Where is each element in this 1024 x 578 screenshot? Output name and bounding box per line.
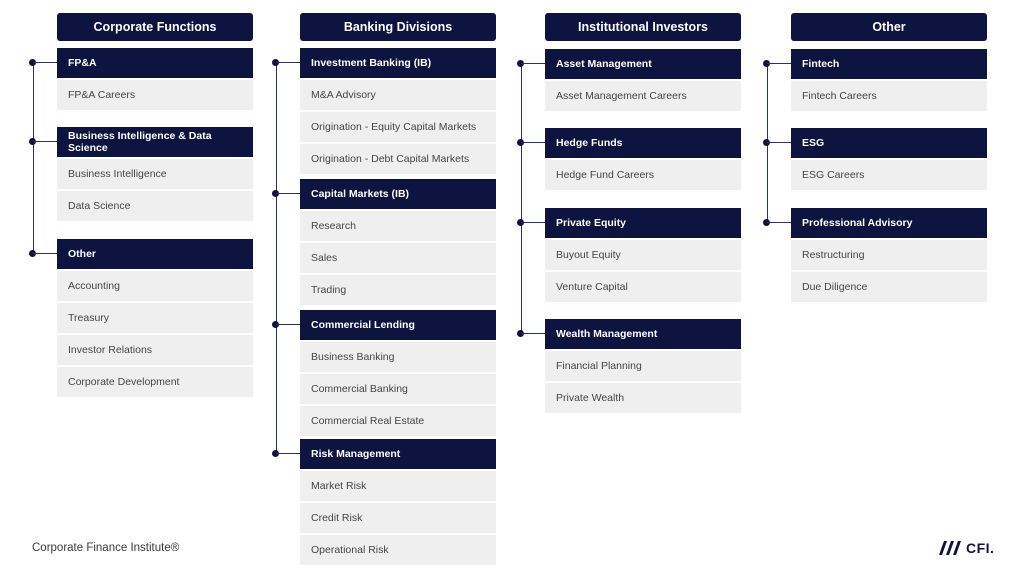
list-item[interactable]: Business Banking — [300, 342, 496, 372]
group-title[interactable]: Fintech — [791, 49, 987, 79]
list-item[interactable]: Hedge Fund Careers — [545, 160, 741, 190]
connector-branch — [276, 324, 300, 325]
list-item[interactable]: Data Science — [57, 191, 253, 221]
list-item[interactable]: Market Risk — [300, 471, 496, 501]
list-item[interactable]: Origination - Debt Capital Markets — [300, 144, 496, 174]
connector-branch — [521, 333, 545, 334]
group-title[interactable]: Professional Advisory — [791, 208, 987, 238]
column-title[interactable]: Banking Divisions — [300, 13, 496, 41]
group-private-equity — [545, 208, 741, 302]
group-title[interactable]: Private Equity — [545, 208, 741, 238]
group-asset-management — [545, 49, 741, 111]
group-title[interactable]: Asset Management — [545, 49, 741, 79]
column-title[interactable]: Other — [791, 13, 987, 41]
column-title: Corporate Functions — [57, 13, 253, 41]
list-item[interactable]: FP&A Careers — [57, 80, 253, 110]
connector-line — [521, 63, 522, 334]
group-title[interactable]: Capital Markets (IB) — [300, 179, 496, 209]
list-item[interactable]: Operational Risk — [300, 535, 496, 565]
list-item[interactable]: Business Intelligence — [57, 159, 253, 189]
list-item[interactable]: Venture Capital — [545, 272, 741, 302]
connector-line — [33, 63, 34, 254]
connector-line — [276, 63, 277, 454]
column-title[interactable]: Institutional Investors — [545, 13, 741, 41]
list-item[interactable]: ESG Careers — [791, 160, 987, 190]
group-other-functions — [57, 239, 253, 397]
list-item[interactable]: Commercial Real Estate — [300, 406, 496, 436]
group-title[interactable]: ESG — [791, 128, 987, 158]
group-title[interactable]: Wealth Management — [545, 319, 741, 349]
list-item[interactable]: Asset Management Careers — [545, 81, 741, 111]
group-risk-management — [300, 439, 496, 565]
cfi-logo-text: CFI. — [966, 540, 995, 556]
list-item[interactable]: Fintech Careers — [791, 81, 987, 111]
connector-branch — [33, 141, 57, 142]
list-item[interactable]: Accounting — [57, 271, 253, 301]
group-business-intelligence — [57, 127, 253, 221]
group-fintech — [791, 49, 987, 111]
connector-branch — [521, 222, 545, 223]
group-title[interactable]: Investment Banking (IB) — [300, 48, 496, 78]
group-professional-advisory — [791, 208, 987, 302]
list-item[interactable]: Trading — [300, 275, 496, 305]
group-commercial-lending — [300, 310, 496, 436]
connector-branch — [276, 453, 300, 454]
group-hedge-funds — [545, 128, 741, 190]
group-title[interactable]: Business Intelligence & Data Science — [57, 127, 253, 157]
cfi-logo[interactable] — [937, 540, 994, 556]
group-title[interactable]: Other — [57, 239, 253, 269]
group-esg — [791, 128, 987, 190]
connector-branch — [767, 63, 791, 64]
group-fpa — [57, 48, 253, 110]
group-title[interactable]: FP&A — [57, 48, 253, 78]
group-title[interactable]: Hedge Funds — [545, 128, 741, 158]
column-banking-divisions — [300, 13, 496, 556]
group-wealth-management — [545, 319, 741, 413]
connector-branch — [521, 63, 545, 64]
list-item[interactable]: Corporate Development — [57, 367, 253, 397]
group-title[interactable]: Risk Management — [300, 439, 496, 469]
connector-branch — [276, 62, 300, 63]
list-item[interactable]: Treasury — [57, 303, 253, 333]
list-item[interactable]: Commercial Banking — [300, 374, 496, 404]
list-item[interactable]: Origination - Equity Capital Markets — [300, 112, 496, 142]
group-investment-banking — [300, 48, 496, 174]
list-item[interactable]: Financial Planning — [545, 351, 741, 381]
group-capital-markets — [300, 179, 496, 305]
list-item[interactable]: Research — [300, 211, 496, 241]
connector-branch — [767, 222, 791, 223]
connector-branch — [767, 142, 791, 143]
list-item[interactable]: Due Diligence — [791, 272, 987, 302]
column-institutional-investors — [545, 13, 741, 404]
connector-branch — [33, 253, 57, 254]
list-item[interactable]: Buyout Equity — [545, 240, 741, 270]
column-other — [791, 13, 987, 293]
list-item[interactable]: Investor Relations — [57, 335, 253, 365]
list-item[interactable]: Credit Risk — [300, 503, 496, 533]
connector-branch — [276, 193, 300, 194]
connector-branch — [33, 62, 57, 63]
list-item[interactable]: Sales — [300, 243, 496, 273]
list-item[interactable]: Private Wealth — [545, 383, 741, 413]
list-item[interactable]: Restructuring — [791, 240, 987, 270]
cfi-logo-icon — [937, 540, 963, 556]
footer-brand-text: Corporate Finance Institute® — [32, 542, 180, 554]
connector-branch — [521, 142, 545, 143]
group-title[interactable]: Commercial Lending — [300, 310, 496, 340]
list-item[interactable]: M&A Advisory — [300, 80, 496, 110]
column-corporate-functions — [57, 13, 253, 388]
